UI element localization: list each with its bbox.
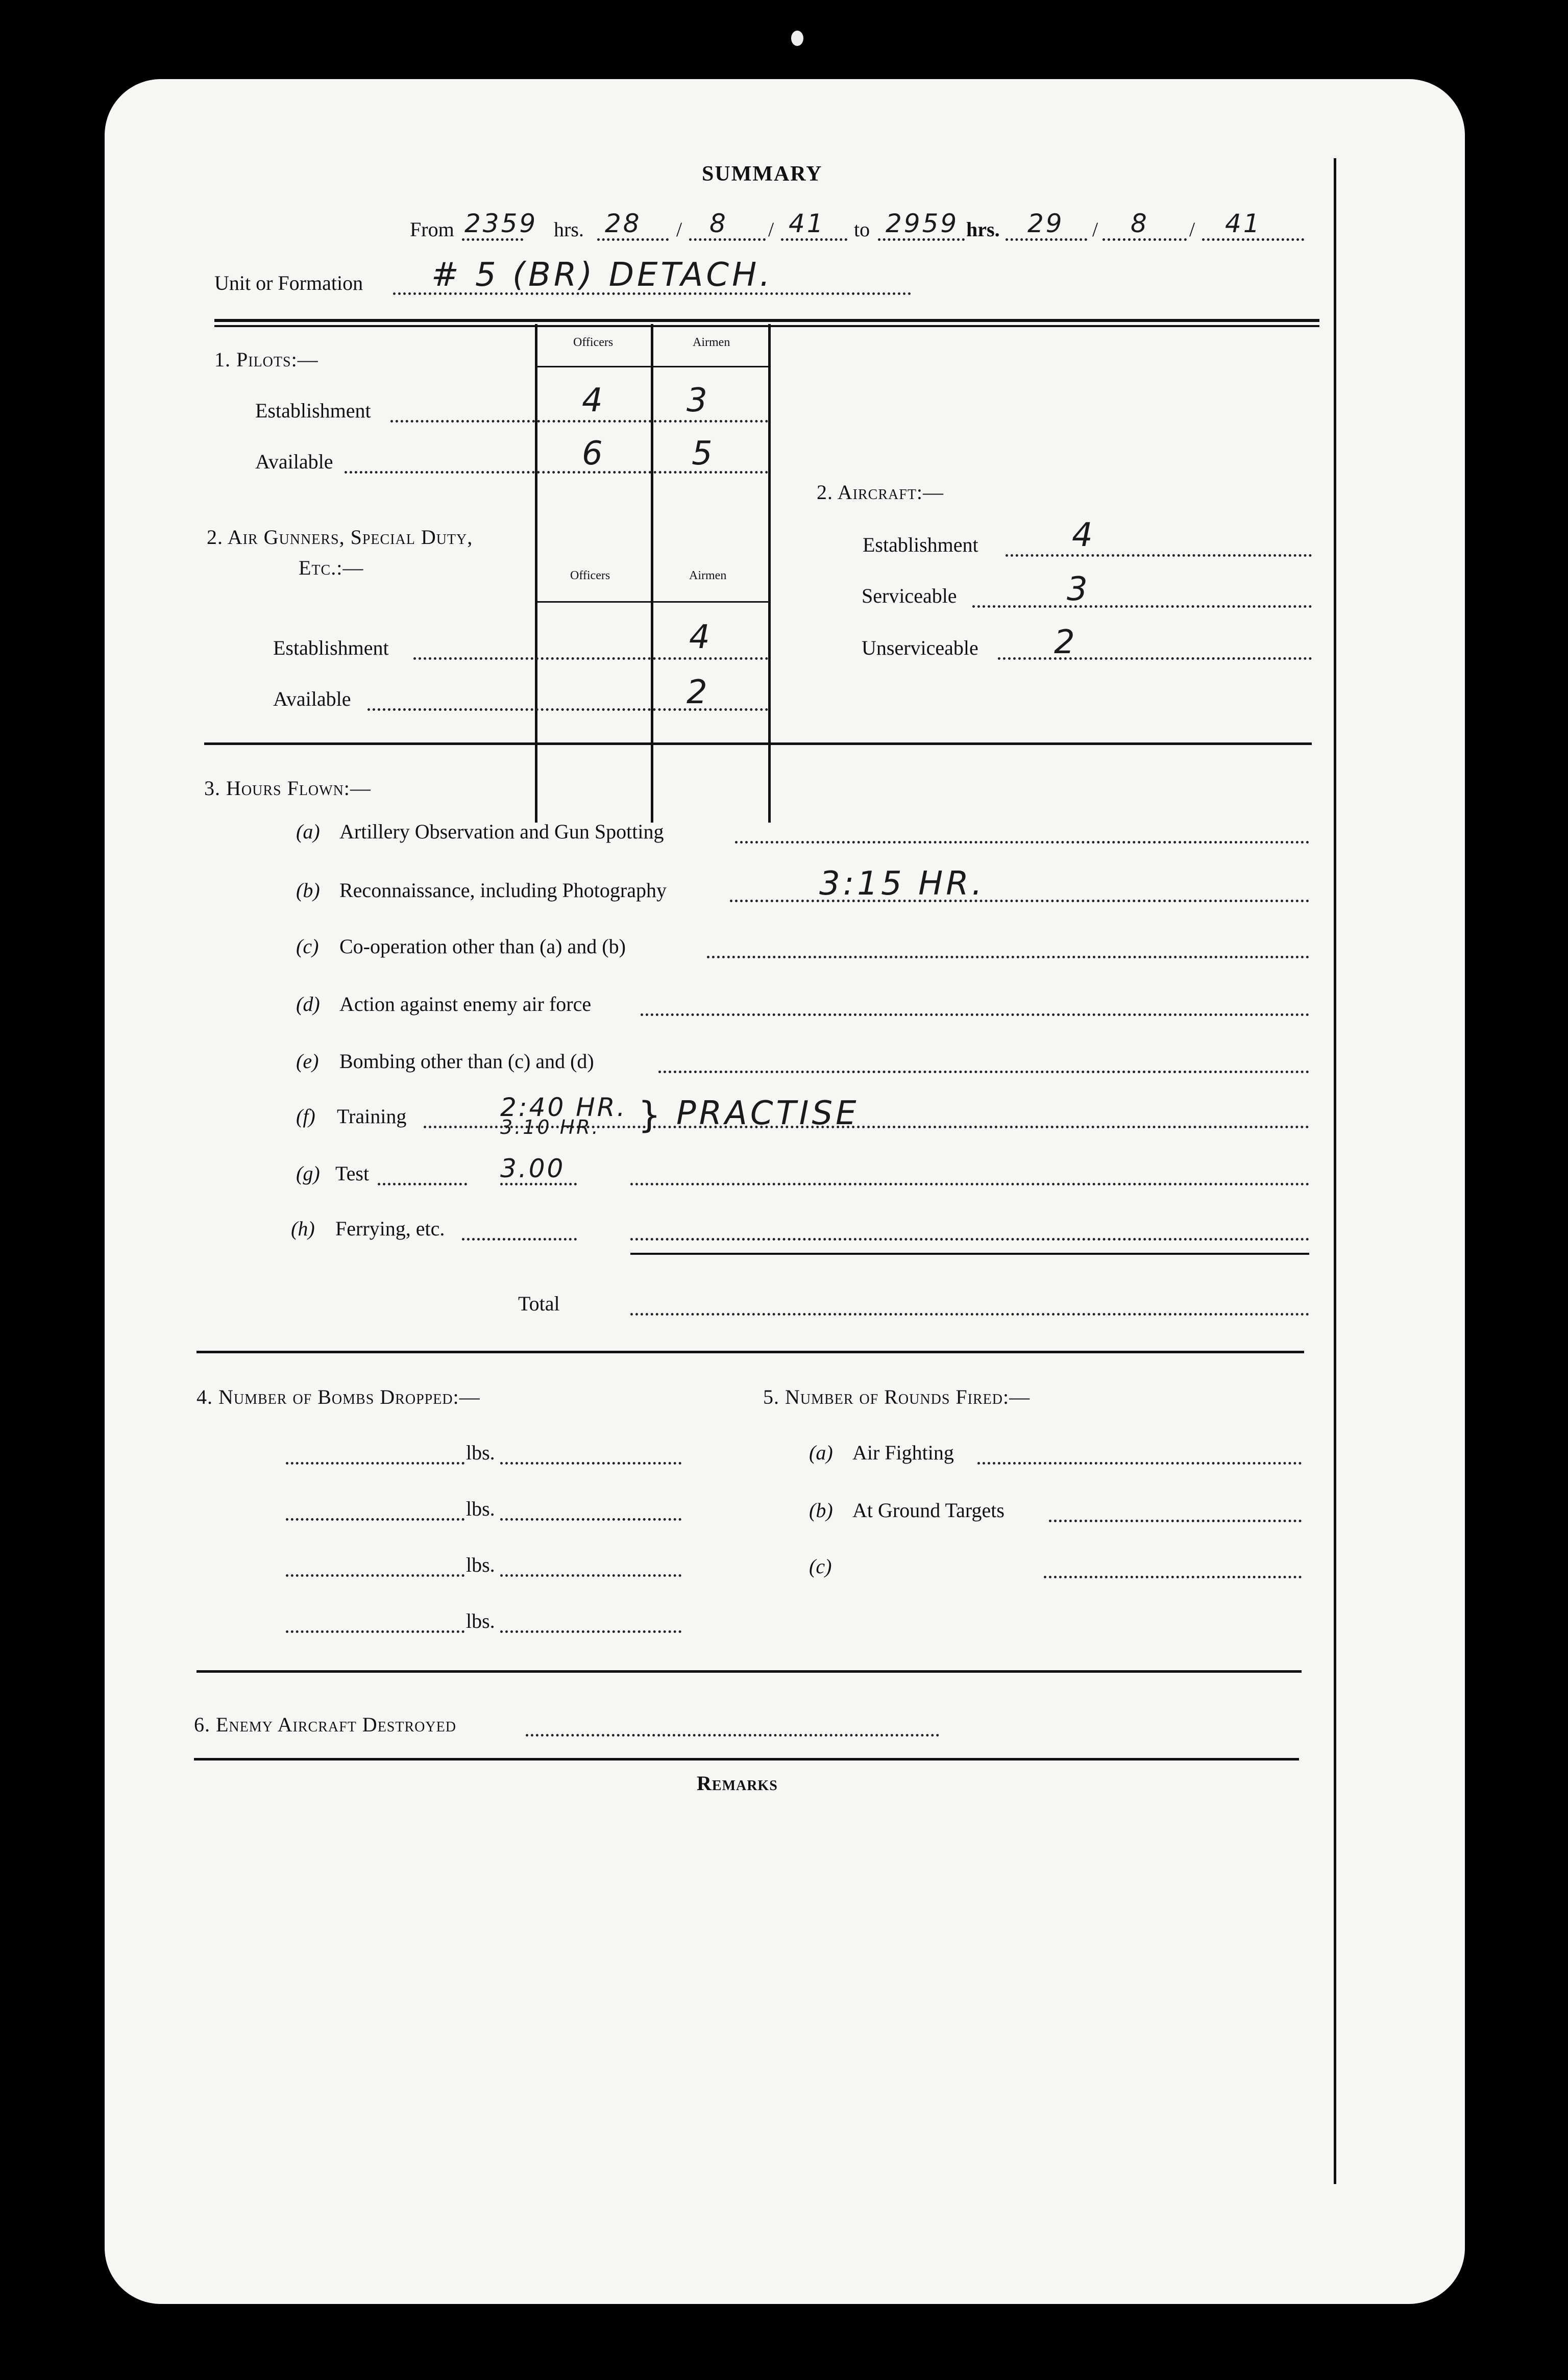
bombs-unit: lbs.: [466, 1553, 495, 1576]
hours-h-line: [630, 1238, 1309, 1241]
rounds-b-letter: (b): [809, 1499, 833, 1522]
bombs-row-weight: [500, 1462, 681, 1465]
gunners-available-label: Available: [273, 687, 351, 710]
from-month: 8: [709, 209, 728, 238]
hours-f-note: PRACTISE: [676, 1095, 860, 1132]
aircraft-serviceable-value: 3: [1067, 571, 1091, 608]
bombs-row-qty: [286, 1630, 464, 1633]
hours-f-value-2: 3.10 HR.: [500, 1116, 600, 1138]
hours-g-line-right: [630, 1183, 1309, 1185]
from-day-line: [597, 238, 669, 241]
pilots-establishment-airmen: 3: [687, 382, 710, 419]
hours-d-label: Action against enemy air force: [339, 993, 592, 1015]
pilots-heading: 1. Pilots:—: [214, 348, 318, 371]
hours-a-line: [735, 841, 1309, 844]
header-rule: [214, 325, 1319, 327]
to-day: 29: [1027, 209, 1064, 238]
from-day: 28: [605, 209, 642, 238]
hours-e-label: Bombing other than (c) and (d): [339, 1050, 594, 1073]
hours-e-line: [658, 1071, 1309, 1073]
bombs-row-weight: [500, 1574, 681, 1577]
hours-a-letter: (a): [296, 820, 320, 843]
to-year: 41: [1225, 209, 1262, 238]
bombs-row-weight: [500, 1518, 681, 1521]
rounds-a-letter: (a): [809, 1441, 833, 1464]
hours-g-line-left: [378, 1183, 467, 1185]
date-separator: /: [676, 218, 682, 241]
rounds-heading: 5. Number of Rounds Fired:—: [763, 1385, 1031, 1408]
margin-line: [1334, 158, 1336, 2184]
to-year-line: [1202, 238, 1304, 241]
gunners-available-airmen: 2: [687, 674, 710, 711]
gunners-establishment-airmen: 4: [689, 618, 713, 656]
hours-b-label: Reconnaissance, including Photography: [339, 879, 667, 902]
aircraft-establishment-label: Establishment: [863, 533, 978, 556]
rounds-b-label: At Ground Targets: [852, 1499, 1004, 1522]
gunners-heading-line2: Etc.:—: [299, 556, 364, 579]
pilots-col-airmen: Airmen: [693, 336, 730, 349]
from-year-line: [781, 238, 847, 241]
hours-heading: 3. Hours Flown:—: [204, 777, 371, 800]
hours-b-value: 3:15 HR.: [819, 865, 985, 903]
header-rule: [214, 319, 1319, 322]
rounds-a-label: Air Fighting: [852, 1441, 954, 1464]
pilots-establishment-officers: 4: [582, 382, 606, 419]
table-header-rule: [535, 601, 770, 603]
film-speck: [791, 31, 803, 46]
gunners-col-officers: Officers: [570, 569, 610, 582]
hours-g-value: 3.00: [500, 1154, 566, 1183]
hours-d-letter: (d): [296, 993, 320, 1015]
bombs-row-qty: [286, 1518, 464, 1521]
hours-h-line-left: [462, 1238, 577, 1241]
pilots-available-airmen: 5: [692, 435, 716, 473]
pilots-establishment-label: Establishment: [255, 399, 371, 422]
rounds-c-letter: (c): [809, 1555, 832, 1578]
unit-label: Unit or Formation: [214, 271, 363, 294]
hours-f-label: Training: [337, 1105, 407, 1128]
hours-g-label: Test: [335, 1162, 370, 1185]
date-separator: /: [1092, 218, 1098, 241]
aircraft-unserviceable-label: Unserviceable: [862, 636, 978, 659]
hours-f-value-1: 2:40 HR.: [500, 1093, 627, 1122]
hours-b-letter: (b): [296, 879, 320, 902]
hours-sum-rule: [630, 1253, 1309, 1255]
table-border: [535, 324, 537, 823]
hours-c-letter: (c): [296, 935, 319, 958]
gunners-establishment-label: Establishment: [273, 636, 389, 659]
enemy-aircraft-line: [526, 1734, 939, 1737]
bombs-row-qty: [286, 1462, 464, 1465]
hours-b-line: [730, 900, 1309, 902]
to-time-line: [878, 238, 965, 241]
unit-value: # 5 (BR) DETACH.: [431, 256, 773, 294]
gunners-establishment-line: [413, 657, 768, 660]
bombs-heading: 4. Number of Bombs Dropped:—: [197, 1385, 480, 1408]
to-label: to: [854, 218, 870, 241]
bombs-row-weight: [500, 1630, 681, 1633]
hours-d-line: [641, 1013, 1309, 1016]
bombs-row-qty: [286, 1574, 464, 1577]
aircraft-serviceable-label: Serviceable: [862, 584, 957, 607]
hours-c-line: [707, 956, 1309, 958]
section-rule: [204, 742, 1312, 745]
date-separator: /: [1189, 218, 1195, 241]
hours-h-letter: (h): [291, 1217, 315, 1240]
from-time: 2359: [464, 209, 538, 238]
section-rule: [197, 1670, 1302, 1673]
from-hrs-label: hrs.: [554, 218, 584, 241]
hours-total-label: Total: [518, 1292, 560, 1315]
summary-form: [105, 79, 1465, 2304]
aircraft-unserviceable-value: 2: [1054, 624, 1078, 661]
pilots-available-officers: 6: [582, 435, 606, 473]
gunners-heading-line1: 2. Air Gunners, Special Duty,: [207, 526, 473, 549]
hours-total-line: [630, 1313, 1309, 1316]
hours-e-letter: (e): [296, 1050, 319, 1073]
aircraft-unserviceable-line: [998, 657, 1312, 660]
bombs-unit: lbs.: [466, 1441, 495, 1464]
aircraft-serviceable-line: [972, 605, 1312, 608]
table-border: [651, 324, 653, 823]
aircraft-heading: 2. Aircraft:—: [817, 481, 944, 504]
form-title: SUMMARY: [702, 162, 823, 186]
section-rule: [194, 1758, 1299, 1761]
pilots-available-label: Available: [255, 450, 333, 473]
hours-f-letter: (f): [296, 1105, 315, 1128]
table-header-rule: [535, 366, 770, 367]
rounds-b-line: [1049, 1520, 1302, 1522]
to-day-line: [1006, 238, 1087, 241]
remarks-heading: Remarks: [697, 1772, 778, 1795]
from-time-line: [462, 238, 523, 241]
aircraft-establishment-line: [1006, 554, 1312, 557]
hours-g-letter: (g): [296, 1162, 320, 1185]
hours-a-label: Artillery Observation and Gun Spotting: [339, 820, 664, 843]
pilots-establishment-line: [390, 420, 768, 423]
to-time: 2959: [886, 209, 959, 238]
date-separator: /: [768, 218, 774, 241]
to-month: 8: [1131, 209, 1149, 238]
rounds-c-line: [1044, 1576, 1302, 1578]
bombs-unit: lbs.: [466, 1497, 495, 1520]
bombs-unit: lbs.: [466, 1609, 495, 1632]
to-month-line: [1102, 238, 1187, 241]
hours-c-label: Co-operation other than (a) and (b): [339, 935, 626, 958]
rounds-a-line: [977, 1462, 1302, 1465]
from-year: 41: [789, 209, 825, 238]
from-month-line: [689, 238, 766, 241]
from-label: From: [410, 218, 454, 241]
hours-f-brace: }: [638, 1094, 664, 1136]
aircraft-establishment-value: 4: [1072, 516, 1096, 554]
gunners-col-airmen: Airmen: [689, 569, 727, 582]
section-rule: [197, 1351, 1304, 1353]
enemy-aircraft-label: 6. Enemy Aircraft Destroyed: [194, 1713, 456, 1736]
table-border: [768, 324, 771, 823]
hours-h-label: Ferrying, etc.: [335, 1217, 445, 1240]
to-hrs-label: hrs.: [966, 218, 1000, 241]
pilots-col-officers: Officers: [573, 336, 614, 349]
